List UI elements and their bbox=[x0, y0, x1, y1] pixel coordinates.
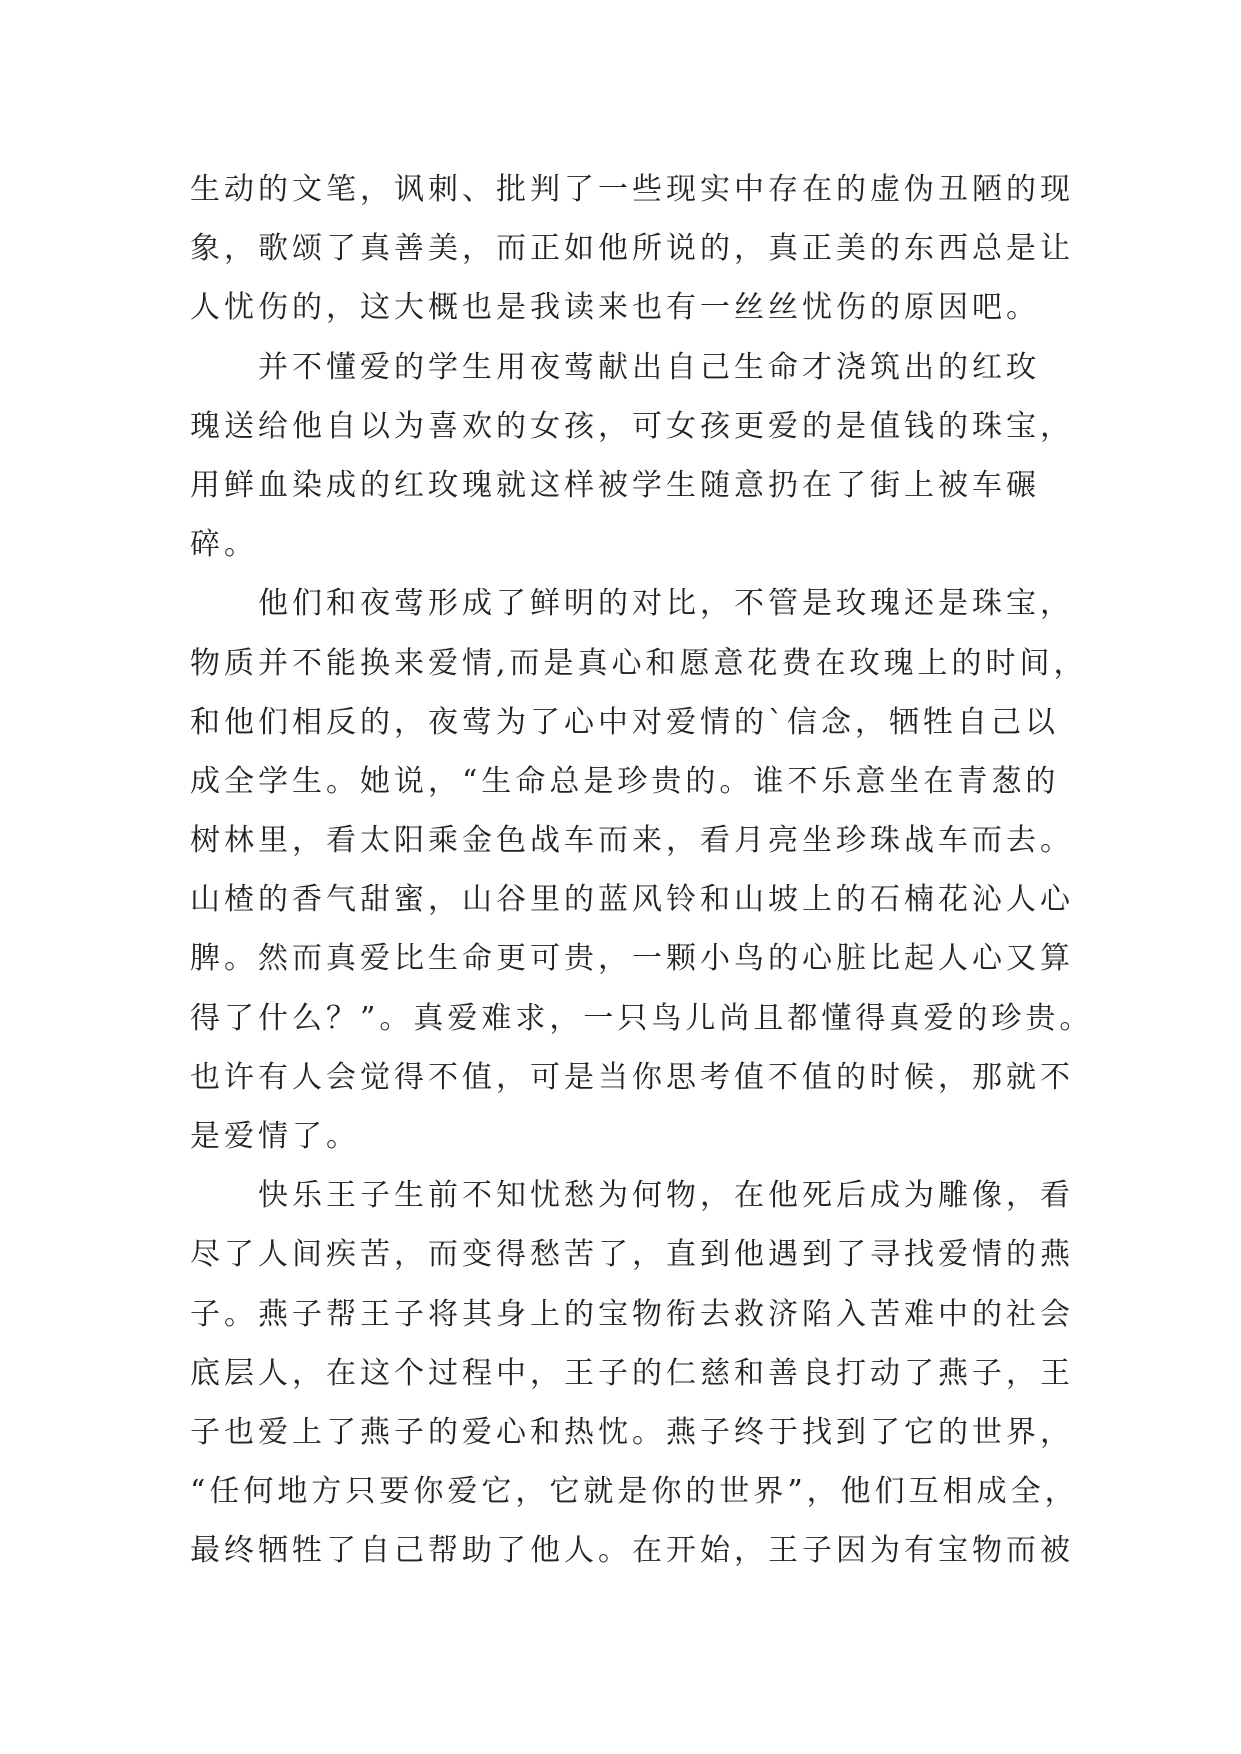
text-line: 人忧伤的，这大概也是我读来也有一丝丝忧伤的原因吧。 bbox=[190, 290, 1040, 326]
text-line: 他们和夜莺形成了鲜明的对比，不管是玫瑰还是珠宝， bbox=[190, 586, 1074, 622]
text-line: 山楂的香气甜蜜，山谷里的蓝风铃和山坡上的石楠花沁人心 bbox=[190, 882, 1074, 918]
text-line: 子。燕子帮王子将其身上的宝物衔去救济陷入苦难中的社会 bbox=[190, 1296, 1074, 1332]
text-line: 是爱情了。 bbox=[190, 1119, 360, 1154]
text-line: 脾。然而真爱比生命更可贵，一颗小鸟的心脏比起人心又算 bbox=[190, 941, 1074, 977]
body-text bbox=[190, 160, 1094, 1581]
text-line: 用鲜血染成的红玫瑰就这样被学生随意扔在了街上被车碾 bbox=[190, 467, 1040, 503]
text-line: 也许有人会觉得不值，可是当你思考值不值的时候，那就不 bbox=[190, 1059, 1074, 1095]
text-line: 树林里，看太阳乘金色战车而来，看月亮坐珍珠战车而去。 bbox=[190, 823, 1074, 859]
text-line: 子也爱上了燕子的爱心和热忱。燕子终于找到了它的世界， bbox=[190, 1414, 1074, 1450]
text-line: 和他们相反的，夜莺为了心中对爱情的`信念，牺牲自己以 bbox=[190, 704, 1059, 740]
text-line: 最终牺牲了自己帮助了他人。在开始，王子因为有宝物而被 bbox=[190, 1533, 1074, 1569]
text-line: 物质并不能换来爱情,而是真心和愿意花费在玫瑰上的时间， bbox=[190, 645, 1088, 681]
text-line: 成全学生。她说，“生命总是珍贵的。谁不乐意坐在青葱的 bbox=[190, 763, 1060, 799]
text-line: 生动的文笔，讽刺、批判了一些现实中存在的虚伪丑陋的现 bbox=[190, 172, 1074, 207]
text-line: 瑰送给他自以为喜欢的女孩，可女孩更爱的是值钱的珠宝， bbox=[190, 408, 1074, 444]
text-line: 碎。 bbox=[190, 527, 258, 563]
text-line: 尽了人间疾苦，而变得愁苦了，直到他遇到了寻找爱情的燕 bbox=[190, 1237, 1074, 1273]
text-line: 快乐王子生前不知忧愁为何物，在他死后成为雕像，看 bbox=[190, 1178, 1074, 1214]
text-line: 并不懂爱的学生用夜莺献出自己生命才浇筑出的红玫 bbox=[190, 349, 1040, 385]
text-line: 得了什么？”。真爱难求，一只鸟儿尚且都懂得真爱的珍贵。 bbox=[190, 1000, 1094, 1036]
text-line: 底层人，在这个过程中，王子的仁慈和善良打动了燕子，王 bbox=[190, 1355, 1074, 1391]
text-line: 象，歌颂了真善美，而正如他所说的，真正美的东西总是让 bbox=[190, 231, 1074, 267]
text-line: “任何地方只要你爱它，它就是你的世界”，他们互相成全， bbox=[190, 1474, 1079, 1510]
